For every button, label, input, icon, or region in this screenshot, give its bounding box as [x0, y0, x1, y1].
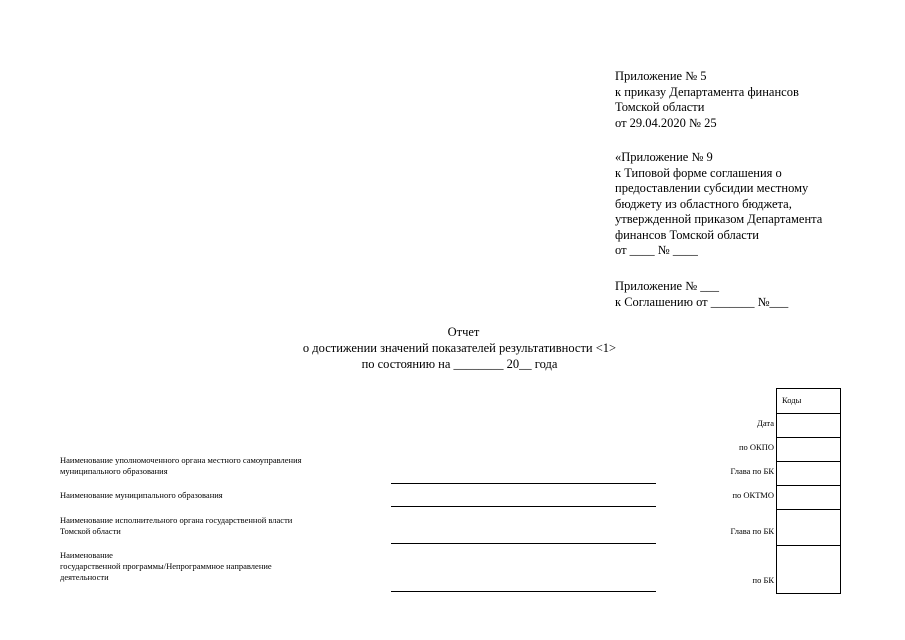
report-subtitle: о достижении значений показателей результативности <1>: [302, 341, 617, 355]
codes-cell-head-bk[interactable]: [777, 461, 840, 485]
field-label-executive-body: Наименование исполнительного органа государственной власти Томской области: [60, 515, 293, 536]
codes-cell-bk[interactable]: [777, 545, 840, 593]
appendix-line: утвержденной приказом Департамента: [615, 212, 823, 226]
appendix-line: бюджету из областного бюджета,: [615, 196, 792, 211]
codes-row-label-bk: по БК: [752, 575, 774, 585]
codes-row-label-okpo: по ОКПО: [738, 442, 774, 452]
appendix-line: от ____ № ____: [615, 243, 698, 257]
codes-cell-head-bk-2[interactable]: [777, 509, 840, 545]
field-line-program[interactable]: [391, 591, 656, 592]
appendix-line: к Соглашению от _______ №___: [615, 294, 789, 309]
codes-cell-okpo[interactable]: [777, 437, 840, 461]
field-label-municipality: Наименование муниципального образования: [60, 490, 223, 500]
appendix-line: Томской области: [615, 100, 705, 114]
field-line-authorized-body[interactable]: [391, 483, 656, 484]
appendix-line: предоставлении субсидии местному: [615, 181, 809, 195]
report-date-line: по состоянию на ________ 20__ года: [361, 357, 558, 371]
appendix-order-block: [615, 69, 900, 131]
codes-header: Коды: [782, 395, 802, 405]
codes-row-label-date: Дата: [757, 418, 774, 428]
appendix-agreement-block: [615, 279, 900, 310]
appendix-line: Приложение № ___: [615, 279, 720, 293]
appendix-line: «Приложение № 9: [615, 150, 713, 164]
codes-cell-oktmo[interactable]: [777, 485, 840, 509]
codes-row-label-oktmo: по ОКТМО: [732, 490, 774, 500]
field-line-municipality[interactable]: [391, 506, 656, 507]
field-line-executive-body[interactable]: [391, 543, 656, 544]
appendix-line: к Типовой форме соглашения о: [615, 165, 782, 180]
appendix-form-block: [615, 150, 900, 259]
appendix-line: финансов Томской области: [615, 227, 759, 242]
codes-table: [776, 388, 841, 594]
codes-row-label-head-bk: Глава по БК: [730, 466, 774, 476]
report-title: Отчет: [447, 325, 480, 339]
codes-cell-date[interactable]: [777, 413, 840, 437]
field-label-program: Наименование государственной программы/Непрограммное направление деятельности: [60, 550, 272, 582]
appendix-line: к приказу Департамента финансов: [615, 84, 799, 99]
codes-row-label-head-bk-2: Глава по БК: [730, 526, 774, 536]
appendix-line: от 29.04.2020 № 25: [615, 115, 717, 130]
field-label-authorized-body: Наименование уполномоченного органа местного самоуправления муниципального образования: [60, 455, 302, 476]
appendix-line: Приложение № 5: [615, 69, 707, 83]
